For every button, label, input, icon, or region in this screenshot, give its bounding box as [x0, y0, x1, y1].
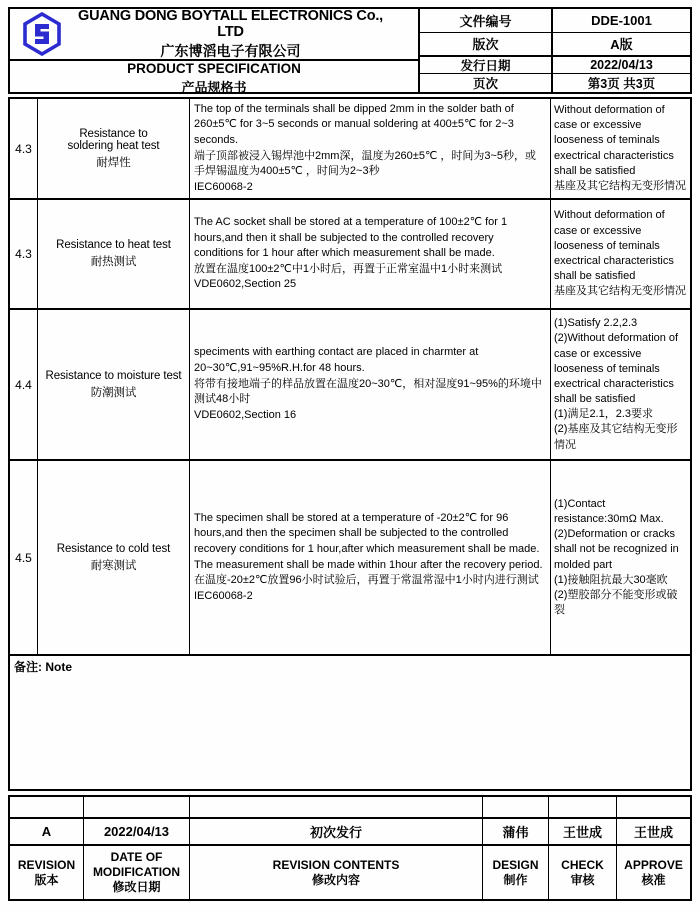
desc-paragraph: The AC socket shall be stored at a temperature of 100±2℃ for 1 hours,and then it shall be subjected to the controlled recovery conditions for 1 hour after which measurement shall be made. — [194, 215, 508, 260]
revision-letter: A — [10, 819, 84, 844]
col-header-date — [84, 846, 190, 899]
desc-paragraph: speciments with earthing contact are placed in charmter at 20~30℃,91~95%R.H.for 48 hours. — [194, 346, 479, 375]
col-header-revision — [10, 846, 84, 899]
test-description — [190, 461, 551, 654]
header-table — [8, 7, 692, 94]
check-name: 王世成 — [549, 819, 617, 844]
company-block — [10, 9, 418, 61]
test-number: 4.4 — [10, 310, 38, 459]
col-header-contents — [190, 846, 483, 899]
revision-data-row — [10, 819, 690, 846]
col-header-en: DATE OF MODIFICATION — [92, 850, 181, 879]
criteria-paragraph: (2)Without deformation of case or excessive looseness of teminals exectrical characteristics shall be satisfied — [554, 332, 679, 406]
company-name-en: GUANG DONG BOYTALL ELECTRONICS Co., LTD — [77, 7, 384, 40]
company-names — [63, 8, 418, 61]
table-row-soldering-heat — [10, 99, 690, 200]
test-name-en: Resistance to cold test — [56, 542, 171, 555]
note-label: 备注: Note — [14, 660, 72, 674]
desc-paragraph: 将带有接地端子的样品放置在温度20~30℃，相对湿度91~95%的环境中测试48小时 — [194, 377, 542, 406]
field-value: 第3页 共3页 — [587, 77, 656, 91]
test-name-en: Resistance to — [79, 127, 148, 140]
col-header-cn: 制作 — [503, 872, 528, 887]
col-header-en: CHECK — [561, 857, 604, 872]
test-name-cn: 耐热测试 — [90, 256, 137, 268]
desc-paragraph: 在温度-20±2℃放置96小时试验后，再置于常温常湿中1小时内进行测试 — [194, 574, 539, 587]
col-header-check — [549, 846, 617, 899]
empty-cell — [190, 797, 483, 817]
test-name — [38, 200, 190, 308]
field-label: 版次 — [420, 33, 553, 55]
criteria-paragraph: Without deformation of case or excessive looseness of teminals exectrical characteristics shall be satisfied — [554, 103, 674, 177]
test-name-cn: 防潮测试 — [90, 386, 137, 399]
revision-contents: 初次发行 — [190, 819, 483, 844]
field-label: 发行日期 — [420, 57, 553, 73]
criteria-paragraph: (1)Satisfy 2.2,2.3 — [554, 317, 638, 330]
criteria-paragraph: Without deformation of case or excessive looseness of teminals exectrical characteristics shall be satisfied — [554, 209, 674, 283]
spec-table — [8, 97, 692, 791]
col-header-en: APPROVE — [624, 857, 683, 872]
criteria-paragraph: 基座及其它结构无变形情况 — [554, 179, 686, 192]
test-description — [190, 310, 551, 459]
test-name-cn: 耐焊性 — [96, 156, 131, 169]
test-name — [38, 99, 190, 198]
col-header-approve — [617, 846, 690, 899]
field-revision — [420, 33, 690, 57]
empty-cell — [483, 797, 549, 817]
approve-name: 王世成 — [633, 825, 673, 840]
revision-header-row — [10, 846, 690, 899]
table-row-heat — [10, 200, 690, 310]
header-left-section — [10, 7, 420, 95]
col-header-en: REVISION — [17, 857, 76, 872]
criteria-paragraph: (2)Deformation or cracks shall not be recognized in molded part — [554, 528, 679, 571]
desc-paragraph: VDE0602,Section 16 — [194, 408, 297, 421]
empty-cell — [617, 797, 690, 817]
col-header-cn: 修改日期 — [112, 880, 161, 894]
desc-paragraph: The specimen shall be stored at a temperature of -20±2℃ for 96 hours,and then the specimen shall be subjected to the controlled recovery conditions for 1 hour,after which measurement shall be made. — [194, 511, 540, 555]
desc-paragraph: 端子顶部被浸入锡焊池中2mm深，温度为260±5℃ ，时间为3~5秒，或手焊锡温度为400±5℃ ，时间为2~3秒 — [194, 149, 537, 178]
note-row — [10, 656, 690, 789]
criteria-paragraph: (2)基座及其它结构无变形情况 — [554, 423, 678, 451]
test-name-en: Resistance to moisture test — [45, 369, 182, 382]
test-criteria — [551, 200, 690, 308]
empty-cell — [10, 797, 84, 817]
col-header-design — [483, 846, 549, 899]
col-header-en: DESIGN — [492, 857, 539, 872]
header-fields-section — [420, 9, 690, 92]
col-header-cn: 核准 — [641, 872, 666, 887]
desc-paragraph: The measurement shall be made within 1hour after the recovery period. — [194, 558, 543, 571]
table-row-cold — [10, 461, 690, 656]
test-name — [38, 461, 190, 654]
test-criteria — [551, 310, 690, 459]
field-issue-date — [420, 57, 690, 74]
test-description — [190, 200, 551, 308]
col-header-cn: 修改内容 — [311, 872, 360, 887]
col-header-cn: 审核 — [570, 872, 595, 887]
col-header-cn: 版本 — [34, 872, 59, 887]
company-name-cn: 广东博滔电子有限公司 — [160, 42, 301, 59]
test-name-en: soldering heat test — [67, 139, 160, 152]
document-title-block — [10, 61, 418, 96]
field-value: 2022/04/13 — [590, 58, 653, 72]
test-criteria — [551, 99, 690, 198]
document-title-cn: 产品规格书 — [181, 80, 247, 95]
criteria-paragraph: 基座及其它结构无变形情况 — [554, 285, 686, 298]
field-label: 文件编号 — [420, 9, 553, 32]
criteria-paragraph: (1)满足2.1，2.3要求 — [554, 408, 654, 421]
field-page-number — [420, 74, 690, 92]
test-description — [190, 99, 551, 198]
field-doc-number — [420, 9, 690, 33]
empty-cell — [84, 797, 190, 817]
test-number: 4.5 — [10, 461, 38, 654]
document-title-en: PRODUCT SPECIFICATION — [127, 61, 301, 76]
field-label: 页次 — [420, 74, 553, 92]
desc-paragraph: The top of the terminals shall be dipped 2mm in the solder bath of 260±5℃ for 3~5 seconds or manual soldering at 400±5℃ for 2~3 seconds. — [194, 102, 514, 146]
desc-paragraph: IEC60068-2 — [194, 180, 253, 193]
field-value: DDE-1001 — [591, 12, 652, 28]
test-name-cn: 耐寒测试 — [90, 559, 137, 572]
desc-paragraph: IEC60068-2 — [194, 589, 253, 602]
table-row-moisture — [10, 310, 690, 461]
revision-empty-row — [10, 797, 690, 819]
company-logo-icon — [23, 11, 63, 57]
test-number: 4.3 — [10, 99, 38, 198]
desc-paragraph: 放置在温度100±2℃中1小时后，再置于正常室温中1小时来测试 — [194, 262, 503, 275]
desc-paragraph: VDE0602,Section 25 — [194, 278, 297, 291]
test-criteria — [551, 461, 690, 654]
test-name — [38, 310, 190, 459]
criteria-paragraph: (1)接触阻抗最大30毫欧 — [554, 573, 668, 586]
revision-date: 2022/04/13 — [84, 819, 190, 844]
field-value: A版 — [610, 37, 633, 53]
document-body — [8, 7, 692, 901]
criteria-paragraph: (1)Contact resistance:30mΩ Max. — [554, 497, 664, 525]
empty-cell — [549, 797, 617, 817]
test-name-en: Resistance to heat test — [56, 239, 171, 251]
revision-table — [8, 795, 692, 901]
test-number: 4.3 — [10, 200, 38, 308]
col-header-en: REVISION CONTENTS — [272, 857, 400, 872]
criteria-paragraph: (2)塑胶部分不能变形或破裂 — [554, 588, 678, 617]
design-name: 蒲伟 — [483, 819, 549, 844]
